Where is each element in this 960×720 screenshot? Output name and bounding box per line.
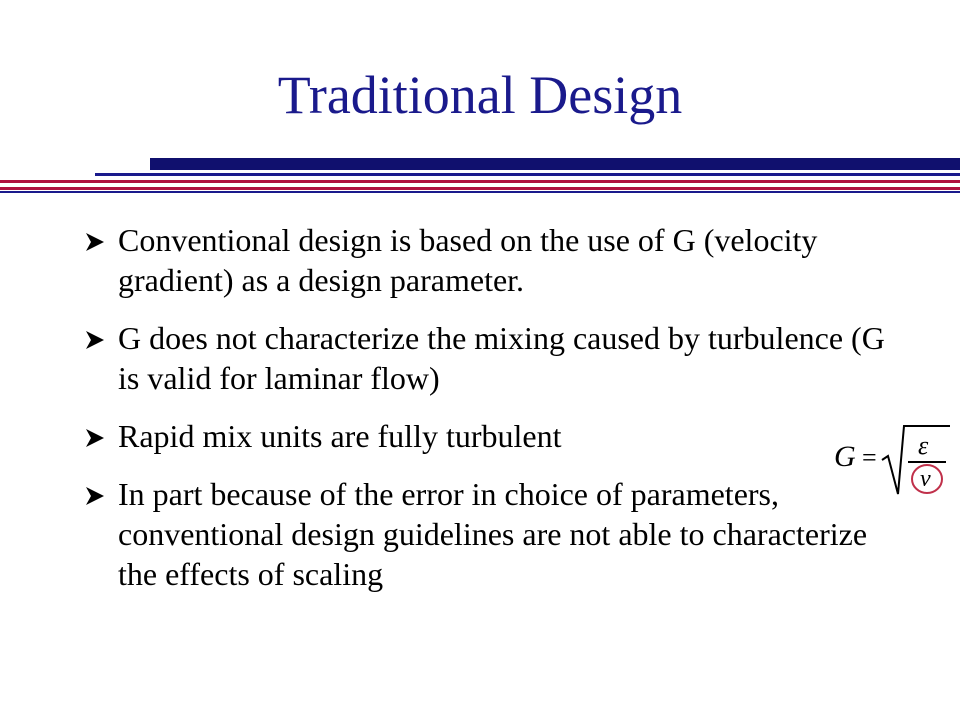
slide-title: Traditional Design bbox=[277, 65, 683, 125]
arrowhead-icon bbox=[86, 331, 104, 349]
rule-red-2 bbox=[0, 187, 960, 190]
bullet-text: Rapid mix units are fully turbulent bbox=[118, 418, 562, 454]
bullet-text: Conventional design is based on the use of G (velocity gradient) as a design parameter. bbox=[118, 222, 818, 298]
formula-lhs: G bbox=[834, 440, 856, 473]
bullet-item bbox=[86, 220, 886, 300]
formula-numerator: ε bbox=[918, 431, 929, 460]
arrowhead-icon bbox=[86, 487, 104, 505]
velocity-gradient-formula bbox=[832, 420, 952, 500]
bullet-item bbox=[86, 474, 886, 594]
bullet-text: In part because of the error in choice of parameters, conventional design guidelines are not able to characterize the effects of scaling bbox=[118, 476, 868, 592]
arrowhead-icon bbox=[86, 233, 104, 251]
arrowhead-icon bbox=[86, 429, 104, 447]
rule-red-1 bbox=[0, 180, 960, 183]
rule-thin-bottom bbox=[0, 191, 960, 193]
rule-thick bbox=[150, 158, 960, 170]
bullet-text: G does not characterize the mixing caused by turbulence (G is valid for laminar flow) bbox=[118, 320, 885, 396]
formula-denominator: ν bbox=[920, 466, 931, 492]
bullet-item bbox=[86, 318, 886, 398]
radical-sign bbox=[882, 426, 950, 494]
rule-thin-navy bbox=[95, 173, 960, 176]
bullet-list bbox=[86, 220, 886, 612]
formula-equals: = bbox=[862, 443, 877, 472]
bullet-item bbox=[86, 416, 886, 456]
